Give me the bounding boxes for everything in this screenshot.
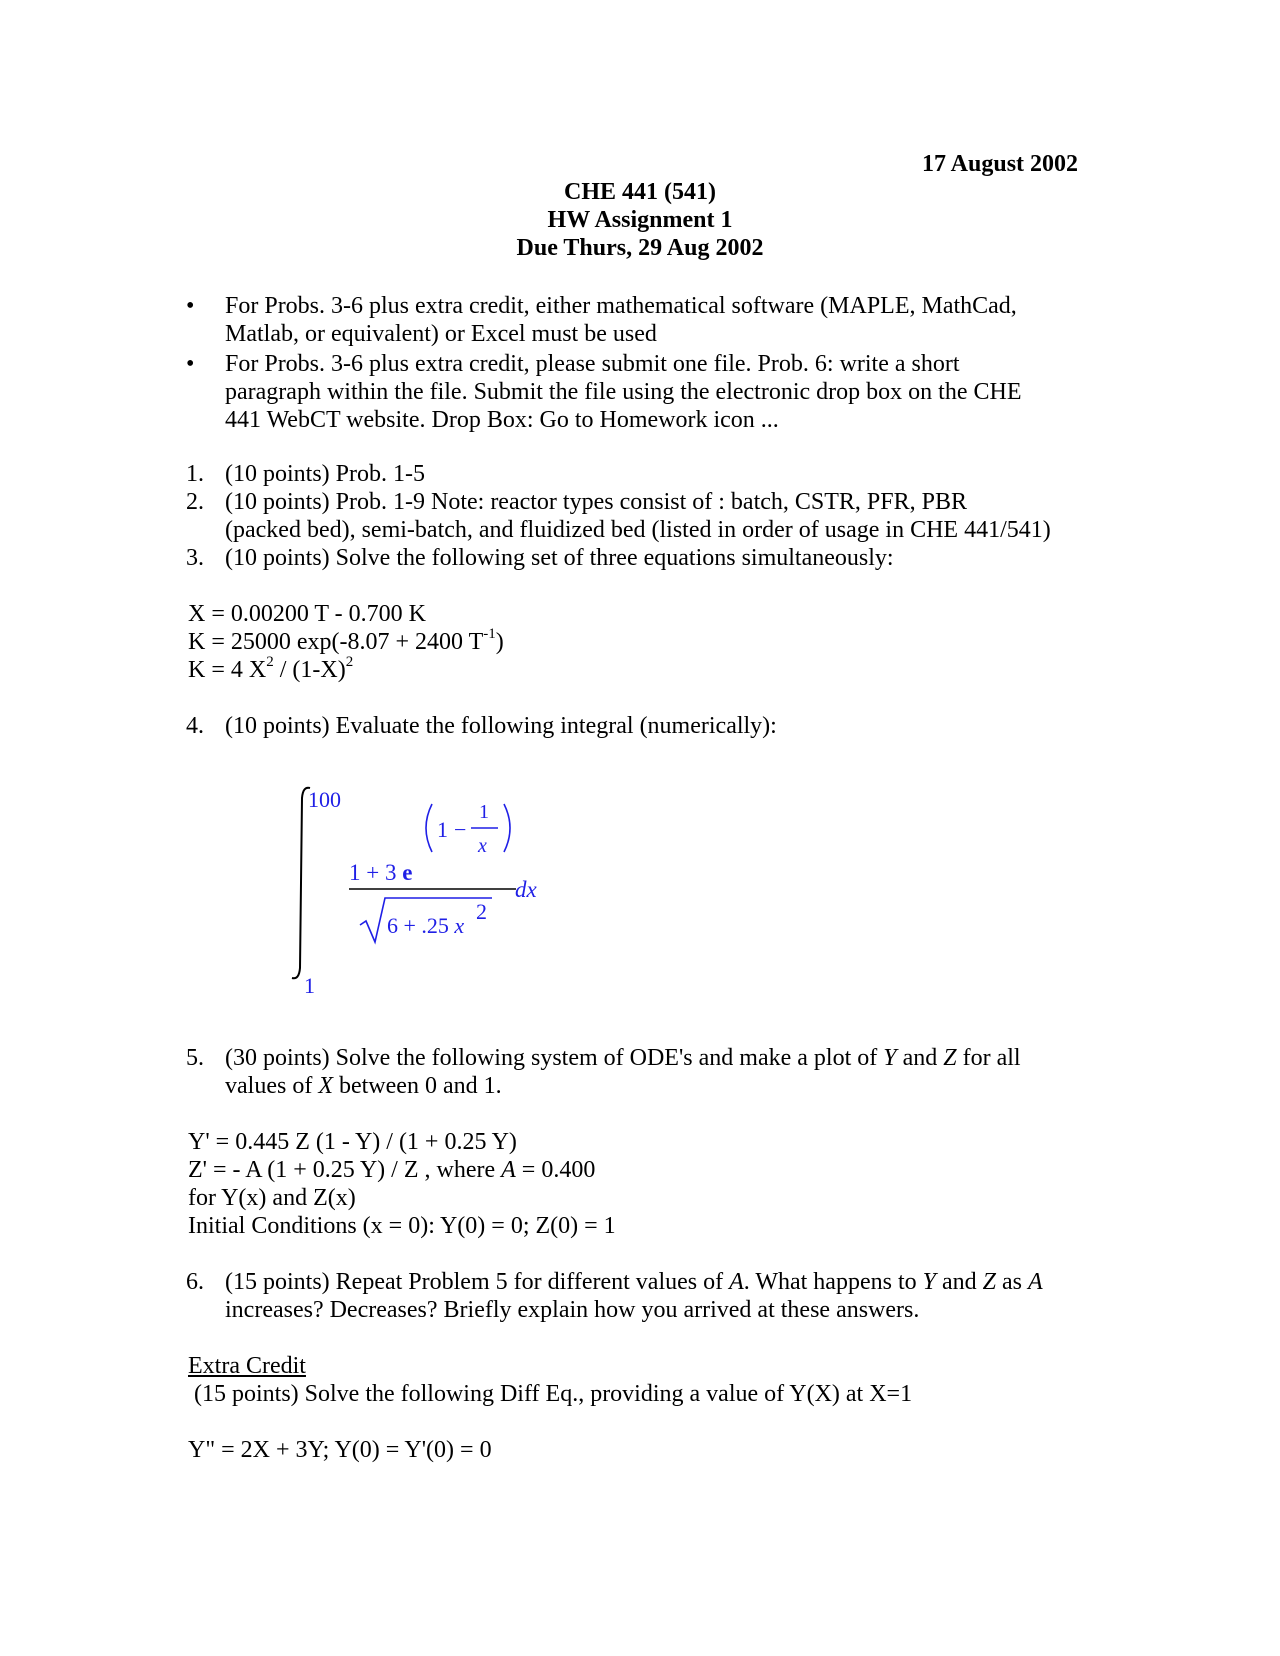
- equation: X = 0.00200 T - 0.700 K: [188, 601, 426, 627]
- problem-number: 1.: [186, 461, 204, 487]
- exponent-frac-den: x: [478, 835, 487, 857]
- due-date: Due Thurs, 29 Aug 2002: [516, 235, 764, 261]
- problem-number: 6.: [186, 1269, 204, 1295]
- ode-line: Initial Conditions (x = 0): Y(0) = 0; Z(0) = 1: [188, 1213, 616, 1239]
- ode-line: for Y(x) and Z(x): [188, 1185, 356, 1211]
- radicand-power: 2: [476, 899, 487, 924]
- assignment-title: HW Assignment 1: [547, 207, 733, 233]
- exponent-frac-num: 1: [479, 801, 489, 823]
- problem-text: (15 points) Repeat Problem 5 for different values of A. What happens to Y and Z as A: [225, 1269, 1043, 1295]
- extra-credit-text: (15 points) Solve the following Diff Eq., providing a value of Y(X) at X=1: [194, 1381, 913, 1407]
- bullet-icon: •: [186, 351, 195, 377]
- problem-text: values of X between 0 and 1.: [225, 1073, 502, 1099]
- ode-line: Z' = - A (1 + 0.25 Y) / Z , where A = 0.400: [188, 1157, 596, 1183]
- exponent-one: 1: [437, 817, 448, 842]
- extra-credit-title: Extra Credit: [188, 1353, 306, 1379]
- numerator: 1 + 3 e: [349, 860, 413, 885]
- differential: dx: [515, 877, 537, 902]
- problem-number: 3.: [186, 545, 204, 571]
- problem-text: (10 points) Prob. 1-9 Note: reactor types consist of : batch, CSTR, PFR, PBR: [225, 489, 967, 515]
- problem-number: 4.: [186, 713, 204, 739]
- upper-limit: 100: [308, 787, 341, 812]
- problem-text: (10 points) Evaluate the following integral (numerically):: [225, 713, 777, 739]
- extra-credit-equation: Y" = 2X + 3Y; Y(0) = Y'(0) = 0: [188, 1437, 492, 1463]
- problem-number: 2.: [186, 489, 204, 515]
- bullet-line: Matlab, or equivalent) or Excel must be used: [225, 321, 657, 347]
- problem-text: (packed bed), semi-batch, and fluidized bed (listed in order of usage in CHE 441/541): [225, 517, 1051, 543]
- equation: K = 4 $X^2 / (1-X)^2$: [188, 654, 354, 683]
- radicand: 6 + .25 x: [387, 913, 465, 938]
- course-title: CHE 441 (541): [564, 179, 716, 205]
- bullet-line: paragraph within the file. Submit the file using the electronic drop box on the CHE: [225, 379, 1022, 405]
- bullet-line: For Probs. 3-6 plus extra credit, please submit one file. Prob. 6: write a short: [225, 351, 960, 377]
- bullet-icon: •: [186, 293, 195, 319]
- problem-text: (10 points) Solve the following set of three equations simultaneously:: [225, 545, 894, 571]
- bullet-line: 441 WebCT website. Drop Box: Go to Homework icon ...: [225, 407, 779, 433]
- lower-limit: 1: [304, 973, 315, 998]
- ode-line: Y' = 0.445 Z (1 - Y) / (1 + 0.25 Y): [188, 1129, 517, 1155]
- date: 17 August 2002: [922, 151, 1079, 177]
- problem-text: (30 points) Solve the following system of ODE's and make a plot of Y and Z for all: [225, 1045, 1021, 1071]
- bullet-line: For Probs. 3-6 plus extra credit, either mathematical software (MAPLE, MathCad,: [225, 293, 1017, 319]
- problem-text: increases? Decreases? Briefly explain how you arrived at these answers.: [225, 1297, 920, 1323]
- problem-number: 5.: [186, 1045, 204, 1071]
- equation: K = 25000 exp(-8.07 + 2400 $T^{-1}$): [188, 626, 504, 655]
- exponent-minus: −: [454, 817, 467, 842]
- problem-text: (10 points) Prob. 1-5: [225, 461, 425, 487]
